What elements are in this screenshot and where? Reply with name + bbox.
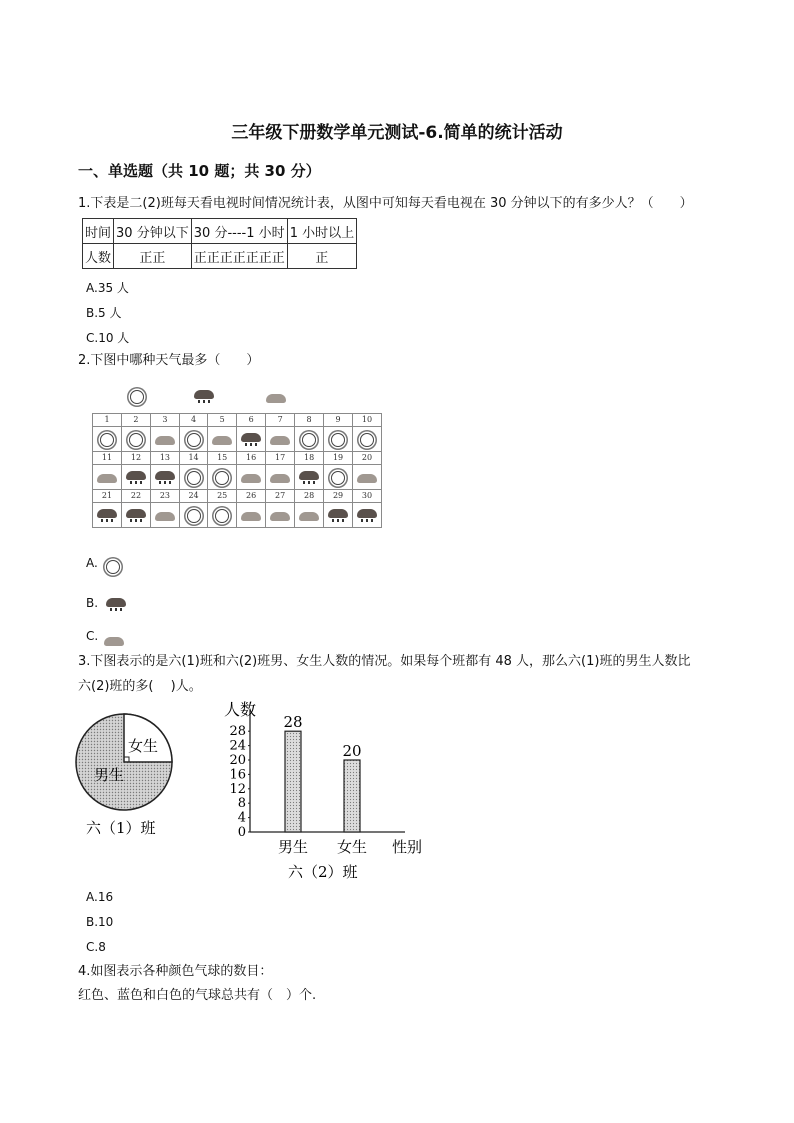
calendar-weather-row <box>93 503 382 528</box>
sun-icon <box>215 471 229 485</box>
calendar-weather-cell <box>266 503 295 528</box>
calendar-day-number: 24 <box>179 490 207 503</box>
rain-icon <box>328 509 348 523</box>
calendar-day-number: 5 <box>208 414 237 427</box>
bar-chart-caption: 六（2）班 <box>288 863 358 881</box>
sun-icon <box>106 556 120 575</box>
calendar-weather-cell <box>295 465 324 490</box>
table-cell: 正正 <box>114 244 192 269</box>
calendar-weather-cell <box>121 465 150 490</box>
question-4-text-line2: 红色、蓝色和白色的气球总共有（ ）个. <box>78 988 317 1003</box>
calendar-day-number: 22 <box>121 490 150 503</box>
calendar-day-number: 4 <box>179 414 207 427</box>
y-tick-label: 16 <box>229 767 246 783</box>
calendar-day-number: 7 <box>266 414 295 427</box>
table-cell: 正 <box>287 244 356 269</box>
calendar-weather-cell <box>324 503 353 528</box>
calendar-weather-cell <box>237 465 266 490</box>
calendar-weather-cell <box>295 503 324 528</box>
y-tick-label: 12 <box>229 781 246 797</box>
cloud-icon <box>357 474 377 483</box>
question-2-text: 2.下图中哪种天气最多（ ） <box>78 353 260 368</box>
question-4-text-line1: 4.如图表示各种颜色气球的数目： <box>78 964 273 979</box>
rain-icon <box>155 471 175 485</box>
calendar-weather-cell <box>150 427 179 452</box>
calendar-day-number: 28 <box>295 490 324 503</box>
rain-icon <box>97 509 117 523</box>
sun-icon <box>331 471 345 485</box>
calendar-day-row <box>93 414 382 427</box>
calendar-day-number: 25 <box>208 490 237 503</box>
sun-icon <box>187 471 201 485</box>
calendar-weather-cell <box>179 427 207 452</box>
y-tick-label: 4 <box>237 810 246 826</box>
calendar-weather-cell <box>121 427 150 452</box>
calendar-day-number: 13 <box>150 452 179 465</box>
option-b[interactable]: B.10 <box>86 915 114 929</box>
calendar-weather-cell <box>266 427 295 452</box>
rain-icon <box>357 509 377 523</box>
calendar-weather-cell <box>353 465 382 490</box>
calendar-day-number: 18 <box>295 452 324 465</box>
calendar-weather-cell <box>121 503 150 528</box>
table-cell: 30 分钟以下 <box>114 219 192 244</box>
rain-icon <box>299 471 319 485</box>
cloud-icon <box>155 436 175 445</box>
sun-icon <box>130 386 144 405</box>
calendar-day-number: 21 <box>93 490 122 503</box>
calendar-day-number: 16 <box>237 452 266 465</box>
sun-icon <box>100 433 114 447</box>
calendar-weather-cell <box>295 427 324 452</box>
calendar-weather-cell <box>237 427 266 452</box>
question-3-text-line1: 3.下图表示的是六(1)班和六(2)班男、女生人数的情况。如果每个班都有 48 人，那么六(1)班的男生人数比 <box>78 654 691 669</box>
pie-chart-class-6-1 <box>72 710 182 845</box>
calendar-day-row <box>93 452 382 465</box>
bar-value-label: 20 <box>342 742 362 760</box>
rain-icon <box>106 594 126 613</box>
calendar-weather-cell <box>93 503 122 528</box>
table-cell: 正正正正正正正 <box>191 244 287 269</box>
tv-time-table <box>82 218 357 269</box>
weather-calendar <box>92 413 382 528</box>
rain-icon <box>126 509 146 523</box>
cloud-icon <box>241 474 261 483</box>
option-a[interactable]: A. <box>86 556 98 570</box>
calendar-day-number: 8 <box>295 414 324 427</box>
rain-icon <box>241 433 261 447</box>
question-1-text: 1.下表是二(2)班每天看电视时间情况统计表，从图中可知每天看电视在 30 分钟以下的有多少人？（ ） <box>78 196 693 211</box>
calendar-weather-cell <box>266 465 295 490</box>
calendar-day-number: 17 <box>266 452 295 465</box>
bar-chart-class-6-2 <box>220 696 435 886</box>
sun-icon <box>129 433 143 447</box>
pie-caption: 六（1）班 <box>86 819 156 837</box>
option-b[interactable]: B.5 人 <box>86 306 122 320</box>
page-title: 三年级下册数学单元测试-6.简单的统计活动 <box>231 123 563 143</box>
calendar-day-number: 29 <box>324 490 353 503</box>
cloud-icon <box>97 474 117 483</box>
calendar-day-number: 23 <box>150 490 179 503</box>
cloud-icon <box>155 512 175 521</box>
option-b[interactable]: B. <box>86 596 99 610</box>
rain-icon <box>194 386 214 405</box>
calendar-weather-cell <box>150 503 179 528</box>
calendar-weather-cell <box>93 465 122 490</box>
calendar-day-number: 12 <box>121 452 150 465</box>
bar-value-label: 28 <box>283 713 303 732</box>
table-cell: 1 小时以上 <box>287 219 356 244</box>
cloud-icon <box>270 512 290 521</box>
calendar-day-number: 26 <box>237 490 266 503</box>
calendar-weather-cell <box>179 503 207 528</box>
calendar-weather-cell <box>324 465 353 490</box>
calendar-day-number: 27 <box>266 490 295 503</box>
calendar-day-number: 6 <box>237 414 266 427</box>
option-c[interactable]: C. <box>86 629 99 643</box>
calendar-weather-row <box>93 465 382 490</box>
y-tick-label: 24 <box>229 738 246 754</box>
calendar-weather-cell <box>353 503 382 528</box>
calendar-day-row <box>93 490 382 503</box>
calendar-day-number: 14 <box>179 452 207 465</box>
option-c[interactable]: C.8 <box>86 940 106 954</box>
y-tick-label: 20 <box>229 753 246 768</box>
pie-label-girls: 女生 <box>128 737 159 755</box>
calendar-day-number: 11 <box>93 452 122 465</box>
cloud-icon <box>299 512 319 521</box>
calendar-day-number: 30 <box>353 490 382 503</box>
calendar-day-number: 20 <box>353 452 382 465</box>
option-a[interactable]: A.16 <box>86 890 114 904</box>
rain-icon <box>126 471 146 485</box>
calendar-day-number: 15 <box>208 452 237 465</box>
calendar-weather-cell <box>150 465 179 490</box>
calendar-day-number: 19 <box>324 452 353 465</box>
sun-icon <box>331 433 345 447</box>
cloud-icon <box>212 436 232 445</box>
option-a[interactable]: A.35 人 <box>86 281 129 295</box>
sun-icon <box>215 509 229 523</box>
calendar-weather-cell <box>353 427 382 452</box>
table-row <box>83 219 357 244</box>
calendar-day-number: 1 <box>93 414 122 427</box>
cloud-icon <box>270 436 290 445</box>
calendar-weather-cell <box>208 503 237 528</box>
calendar-day-number: 10 <box>353 414 382 427</box>
calendar-weather-cell <box>208 427 237 452</box>
x-category-label: 男生 <box>277 838 309 856</box>
x-axis-label: 性别 <box>392 838 423 856</box>
bar <box>285 731 301 832</box>
calendar-weather-cell <box>179 465 207 490</box>
cloud-icon <box>270 474 290 483</box>
cloud-icon <box>241 512 261 521</box>
y-tick-label: 28 <box>229 724 246 740</box>
calendar-weather-cell <box>208 465 237 490</box>
sun-icon <box>360 433 374 447</box>
table-row <box>83 244 357 269</box>
y-axis-label: 人数 <box>224 700 257 719</box>
sun-icon <box>187 509 201 523</box>
table-cell: 时间 <box>83 219 114 244</box>
table-cell: 人数 <box>83 244 114 269</box>
y-tick-label: 8 <box>237 796 246 812</box>
option-c[interactable]: C.10 人 <box>86 331 130 345</box>
y-tick-label: 0 <box>237 825 246 840</box>
calendar-weather-row <box>93 427 382 452</box>
sun-icon <box>302 433 316 447</box>
calendar-day-number: 2 <box>121 414 150 427</box>
calendar-weather-cell <box>324 427 353 452</box>
cloud-icon <box>104 631 124 650</box>
table-cell: 30 分----1 小时 <box>191 219 287 244</box>
x-category-label: 女生 <box>336 838 368 856</box>
sun-icon <box>187 433 201 447</box>
pie-label-boys: 男生 <box>94 766 125 784</box>
section-heading: 一、单选题（共 10 题；共 30 分） <box>78 162 321 180</box>
calendar-weather-cell <box>237 503 266 528</box>
calendar-weather-cell <box>93 427 122 452</box>
calendar-day-number: 3 <box>150 414 179 427</box>
bar <box>344 760 360 832</box>
question-3-text-line2: 六(2)班的多( )人。 <box>78 679 202 694</box>
cloud-icon <box>266 388 286 407</box>
calendar-day-number: 9 <box>324 414 353 427</box>
